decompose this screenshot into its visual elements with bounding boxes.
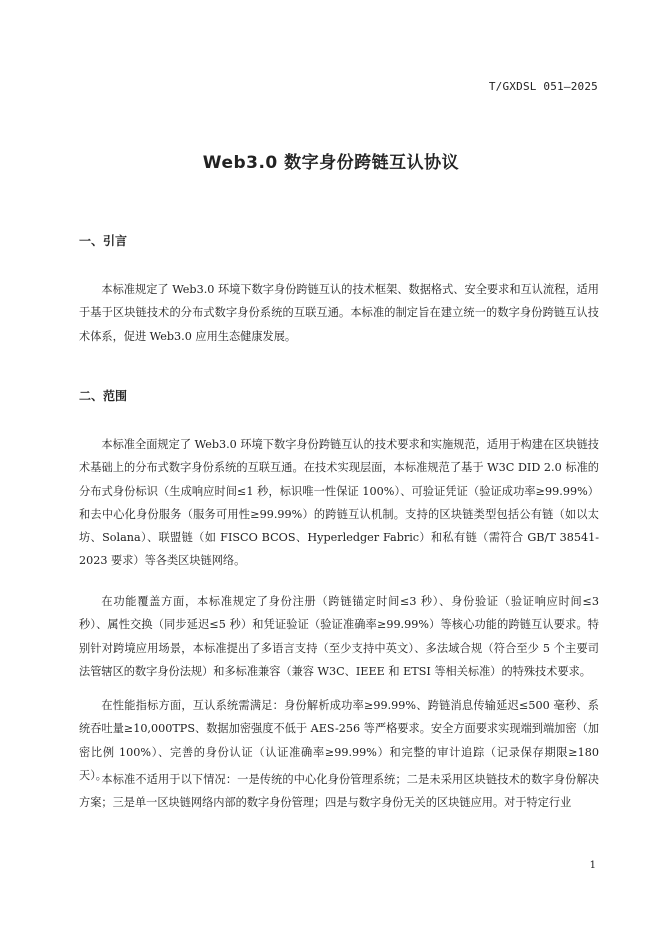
scope-paragraph-1: 本标准全面规定了 Web3.0 环境下数字身份跨链互认的技术要求和实施规范，适用于构建在区块链技术基础上的分布式数字身份系统的互联互通。在技术实现层面，本标准规范了基于 W3C DID 2.0 标准的分布式身份标识（生成响应时间≤1 秒，标识唯一性保证 100%）、可验证凭证（验证成功率≥99.99%）和去中心化身份服务（服务可用性≥99.99%）的跨链互认机制。支持的区块链类型包括公有链（如以太坊、Solana）、联盟链（如 FISCO BCOS、Hyperledger Fabric）和私有链（需符合 GB/T 38541-2023 要求）等各类区块链网络。 bbox=[79, 438, 599, 568]
scope-paragraph-4: 本标准不适用于以下情况：一是传统的中心化身份管理系统；二是未采用区块链技术的数字身份解决方案；三是单一区块链网络内部的数字身份管理；四是与数字身份无关的区块链应用。对于特定行业 bbox=[79, 773, 599, 810]
section-heading-scope: 二、范围 bbox=[79, 389, 128, 403]
document-title: Web3.0 数字身份跨链互认协议 bbox=[202, 153, 460, 173]
page-number: 1 bbox=[589, 860, 596, 871]
intro-paragraph: 本标准规定了 Web3.0 环境下数字身份跨链互认的技术框架、数据格式、安全要求和互认流程，适用于基于区块链技术的分布式数字身份系统的互联互通。本标准的制定旨在建立统一的数字身份跨链互认技术体系，促进 Web3.0 应用生态健康发展。 bbox=[79, 283, 599, 343]
scope-paragraph-2: 在功能覆盖方面，本标准规定了身份注册（跨链锚定时间≤3 秒）、身份验证（验证响应时间≤3 秒）、属性交换（同步延迟≤5 秒）和凭证验证（验证准确率≥99.99%）等核心功能的跨链互认要求。特别针对跨境应用场景，本标准提出了多语言支持（至少支持中英文）、多法域合规（符合至少 5 个主要司法管辖区的数字身份法规）和多标准兼容（兼容 W3C、IEEE 和 ETSI 等相关标准）的特殊技术要求。 bbox=[79, 595, 599, 678]
scope-paragraph-3: 在性能指标方面，互认系统需满足：身份解析成功率≥99.99%、跨链消息传输延迟≤500 毫秒、系统吞吐量≥10,000TPS、数据加密强度不低于 AES-256 等严格要求。安全方面要求实现端到端加密（加密比例 100%）、完善的身份认证（认证准确率≥99.99%）和完整的审计追踪（记录保存期限≥180 天）。 bbox=[79, 699, 599, 782]
section-heading-intro: 一、引言 bbox=[79, 234, 128, 248]
standard-code: T/GXDSL 051—2025 bbox=[488, 80, 598, 93]
